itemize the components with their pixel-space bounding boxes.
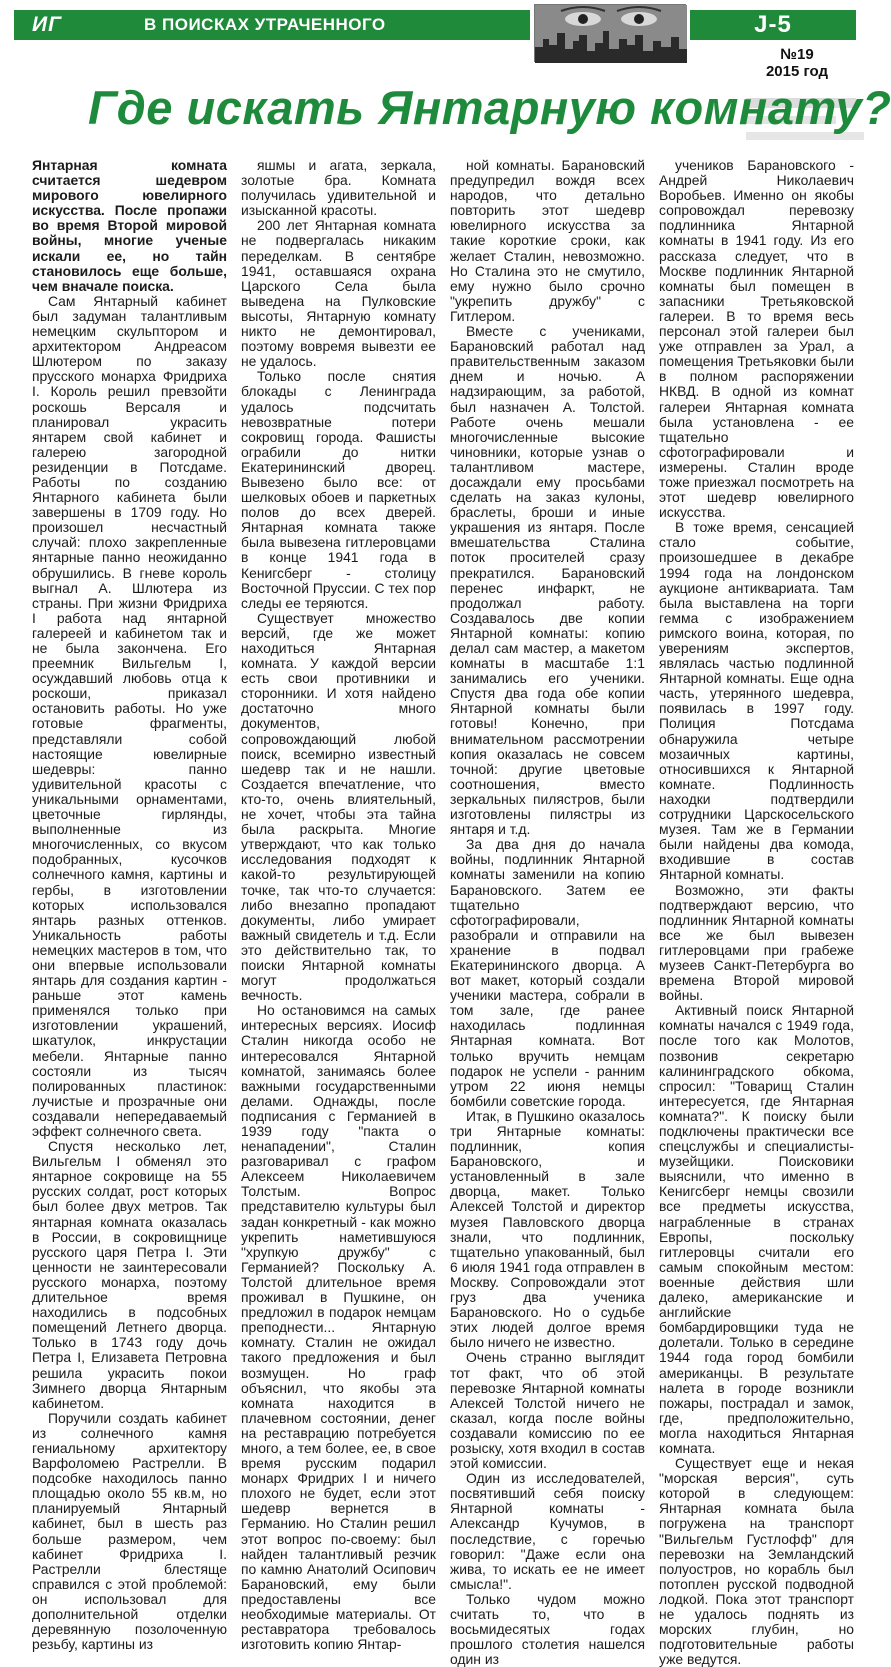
article-paragraph: 200 лет Янтарная комната не подвергалась никаким переделкам. В сентябре 1941, оставшаяся охрана Царского Села была выведена на Пулковские высоты, Янтарную комнату никто не демонтировал, поэтому вовремя вывезти ее не удалось. [241, 217, 436, 370]
article-paragraph: Возможно, эти факты подтверждают версию, что подлинник Янтарной комнаты все же был вывезен гитлеровцами при грабеже музеев Санкт-Петербурга во времена Второй мировой войны. [659, 881, 854, 1004]
page-code: J-5 [754, 11, 792, 38]
article-paragraph: В тоже время, сенсацией стало событие, произошедшее в декабре 1994 года на лондонском аукционе антиквариата. Там была выставлена на торги гемма с изображением римского воина, которая, по уверениям экспертов, являлась частью подлинной Янтарной комнаты. Еще одна часть, утерянного шедевра, появилась в 1997 году. Полиция Потсдама обнаружила четыре мозаичных картины, относившихся к Янтарной комнате. Подлинность находки подтвердили сотрудники Царскосельского музея. Там же в Германии были найдены два комода, входившие в состав Янтарной комнаты. [659, 519, 854, 883]
article-column-1 [32, 157, 227, 1653]
article-paragraph: ной комнаты. Барановский предупредил вождя всех народов, что детально повторить этот шедевр ювелирного искусства за такие короткие сроки, как желает Сталин, невозможно. Но Сталина это не смутило, ему нужно было срочно "укрепить дружбу" с Гитлером. [450, 157, 645, 324]
article-paragraph: Вместе с учениками, Барановский работал над правительственным заказом днем и ночью. А надзирающим, за работой, был назначен А. Толстой. Работе очень мешали многочисленные высокие чиновники, которые узнав о талантливом мастере, досаждали ему просьбами сделать на заказ кулоны, браслеты, броши и иные украшения из янтаря. После вмешательства Сталина поток просителей сразу прекратился. Барановский перенес инфаркт, не продолжал работу. Создавалось две копии Янтарной комнаты: копию делал сам мастер, а макетом комнаты в масштабе 1:1 занимались его ученики. Спустя два года обе копии Янтарной комнаты были готовы! Конечно, при внимательном рассмотрении копия оказалась не совсем точной: другие цветовые соотношения, вместо зеркальных пилястров, были изготовлены пилястры из янтаря и т.д. [450, 323, 645, 838]
article-paragraph: Поручили создать кабинет из солнечного камня гениальному архитектору Варфоломею Растрелли. В подсобке находилось панно площадью около 55 кв.м, но планируемый Янтарный кабинет, был в шесть раз больше размером, чем кабинет Фридриха I. Растрелли блестяще справился с этой проблемой: он использовал для дополнительной отделки деревянную позолоченную резьбу, картины из [32, 1409, 227, 1653]
article-paragraph: Активный поиск Янтарной комнаты начался с 1949 года, после того как Молотов, позвонив секретарю калининградского обкома, спросил: "Товарищ Сталин интересуется, где Янтарная комната?". К поиску были подключены практически все спецслужбы и специалисты-музейщики. Поисковики выяснили, что именно в Кенигсберг немцы свозили все предметы искусства, награбленные в странах Европы, поскольку гитлеровцы считали его самым спокойным местом: военные действия шли далеко, американские и английские бомбардировщики туда не долетали. Только в середине 1944 года город бомбили американцы. В результате налета в городе возникли пожары, пострадал и замок, где, предположительно, могла находиться Янтарная комната. [659, 1002, 854, 1456]
section-code: ИГ [32, 13, 62, 36]
article-column-4 [659, 157, 854, 1667]
issue-info [742, 46, 852, 80]
section-header-bar [14, 10, 530, 40]
section-title: В ПОИСКАХ УТРАЧЕННОГО [144, 15, 386, 34]
article-paragraph: Итак, в Пушкино оказалось три Янтарные комнаты: подлинник, копия Барановского, и установленный в зале дворца, макет. Только Алексей Толстой и директор музея Павловского дворца знали, что подлинник, тщательно упакованный, был 6 июля 1941 года отправлен в Москву. Сопровождали этот груз два ученика Барановского. Но о судьбе этих людей долгое время было ничего не известно. [450, 1107, 645, 1351]
article-paragraph: Только чудом можно считать то, что в восьмидесятых годах прошлого столетия нашелся один из [450, 1590, 645, 1667]
article-paragraph: Один из исследователей, посвятивший себя поиску Янтарной комнаты - Александр Кучумов, в последствие, с горечью говорил: "Даже если она жива, то искать ее не имеет смысла!". [450, 1470, 645, 1592]
article-paragraph: Существует еще и некая "морская версия", суть которой в следующем: Янтарная комната была погружена на транспорт "Вильгельм Густлофф" для перевозки на Земландский полуостров, но корабль был потоплен русской подводной лодкой. Пока этот транспорт не удалось поднять из морских глубин, но подготовительные работы уже ведутся. [659, 1455, 854, 1667]
article-paragraph: За два дня до начала войны, подлинник Янтарной комнаты заменили на копию Барановского. Затем ее тщательно сфотографировали, разобрали и отправили на хранение в подвал Екатерининского дворца. А вот макет, который создали ученики мастера, собрали в том зале, где ранее находилась подлинная Янтарная комната. Вот только вручить немцам подарок не успели - ранним утром 22 июня немцы бомбили советские города. [450, 836, 645, 1109]
issue-year: 2015 год [765, 63, 829, 80]
article-paragraph: Спустя несколько лет, Вильгельм I обменял это янтарное сокровище на 55 русских солдат, рост которых был более двух метров. Так янтарная комната оказалась в России, в сокровищнице русского царя Петра I. Эти ценности не заинтересовали русского монарха, поэтому длительное время находились в подсобных помещений Летнего дворца. Только в 1743 году дочь Петра I, Елизавета Петровна решила украсить покои Зимнего дворца Янтарным кабинетом. [32, 1138, 227, 1411]
eyes-over-city-photo [534, 4, 686, 62]
article-headline: Где искать Янтарную комнату? [88, 81, 891, 134]
article-paragraph: Но остановимся на самых интересных версиях. Иосиф Сталин никогда особо не интересовался Янтарной комнатой, занимаясь более важными государственными делами. Однажды, после подписания с Германией в 1939 году "пакта о ненападении", Сталин разговаривал с графом Алексеем Николаевичем Толстым. Вопрос представителю культуры был задан конкретный - как можно укрепить наметившуюся "хрупкую дружбу" с Германией? Поскольку А. Толстой длительное время проживал в Пушкине, он предложил в подарок немцам преподнести... Янтарную комнату. Сталин не ожидал такого предложения и был возмущен. Но граф объяснил, что якобы эта комната находится в плачевном состоянии, денег на реставрацию потребуется много, а тем более, ее, в свое время русским подарил монарх Фридрих I и ничего плохого не будет, если этот шедевр вернется в Германию. Но Сталин решил этот вопрос по-своему: был найден талантливый резчик по камню Анатолий Осипович Барановский, ему были предоставлены все необходимые материалы. От реставратора требовалось изготовить копию Янтар- [241, 1002, 436, 1653]
article-body [32, 157, 854, 1667]
article-column-2 [241, 157, 436, 1653]
article-paragraph: Очень странно выглядит тот факт, что об этой перевозке Янтарной комнаты Алексей Толстой ничего не сказал, когда после войны создавали комиссию по ее розыску, хотя входил в состав этой комиссии. [450, 1349, 645, 1472]
article-paragraph: Только после снятия блокады с Ленинграда удалось подсчитать невозвратные потери сокровищ города. Фашисты ограбили до нитки Екатерининский дворец. Вывезено было все: от шелковых обоев и паркетных полов до всех дверей. Янтарная комната также была вывезена гитлеровцами в конце 1941 года в Кенигсберг - столицу Восточной Пруссии. С тех пор следы ее теряются. [241, 368, 436, 611]
issue-number: №19 [780, 46, 814, 63]
article-column-3 [450, 157, 645, 1667]
article-paragraph: учеников Барановского - Андрей Николаевич Воробьев. Именно он якобы сопровождал перевозку подлинника Янтарной комнаты в 1941 году. Из его рассказа следует, что в Москве подлинник Янтарной комнаты был помещен в запасники Третьяковской галереи. В то время весь персонал этой галереи был уже отправлен за Урал, а помещения Третьяковки были в полном распоряжении НКВД. В одной из комнат галереи Янтарная комната была установлена - ее тщательно сфотографировали и измерены. Сталин вроде тоже приезжал посмотреть на этот шедевр ювелирного искусства. [659, 157, 854, 521]
article-paragraph: яшмы и агата, зеркала, золотые бра. Комната получилась удивительной и изысканной красоты. [241, 157, 436, 219]
article-paragraph: Существует множество версий, где же может находиться Янтарная комната. У каждой версии есть свои противники и сторонники. И хотя найдено достаточно много документов, сопровождающий любой поиск, всемирно известный шедевр так и не нашли. Создается впечатление, что кто-то, очень влиятельный, не хочет, чтобы эта тайна была раскрыта. Многие утверждают, что как только исследования подходят к какой-то результирующей точке, так что-то случается: либо внезапно пропадают документы, либо умирает важный свидетель и т.д. Если это действительно так, то поиски Янтарной комнаты могут продолжаться вечность. [241, 609, 436, 1004]
article-paragraph: Сам Янтарный кабинет был задуман талантливым немецким скульптором и архитектором Андреасом Шлютером по заказу прусского монарха Фридриха I. Король решил превзойти роскошь Версаля и планировал украсить янтарем свой кабинет и галерею загородной резиденции в Потсдаме. Работы по созданию Янтарного кабинета были завершены в 1709 году. Но произошел несчастный случай: плохо закрепленные янтарные панно неожиданно обрушились. В гневе король выгнал А. Шлютера из страны. При жизни Фридриха I работа над янтарной галереей и кабинетом так и не была закончена. Его преемник Вильгельм I, осуждавший любовь отца к роскоши, приказал остановить работы. Но уже готовые фрагменты, представляли собой настоящие ювелирные шедевры: панно удивительной красоты с уникальными орнаментами, цветочные гирлянды, выполненные из многочисленных, со вкусом подобранных, кусочков солнечного камня, картины и гербы, в изготовлении которых использовался янтарь разных оттенков. Уникальность работы немецких мастеров в том, что они впервые использовали янтарь для создания картин - раньше этот камень применялся только при изготовлении украшений, шкатулок, инкрустации мебели. Янтарные панно состояли из тысяч полированных пластинок: лучистые и прозрачные они создавали непередаваемый эффект солнечного света. [32, 292, 227, 1139]
page-code-bar [690, 10, 856, 40]
article-lead: Янтарная комната считается шедевром мирового ювелирного искусства. После пропажи во время Второй мировой войны, многие ученые искали ее, но тайн становилось еще больше, чем вначале поиска. [32, 157, 227, 294]
